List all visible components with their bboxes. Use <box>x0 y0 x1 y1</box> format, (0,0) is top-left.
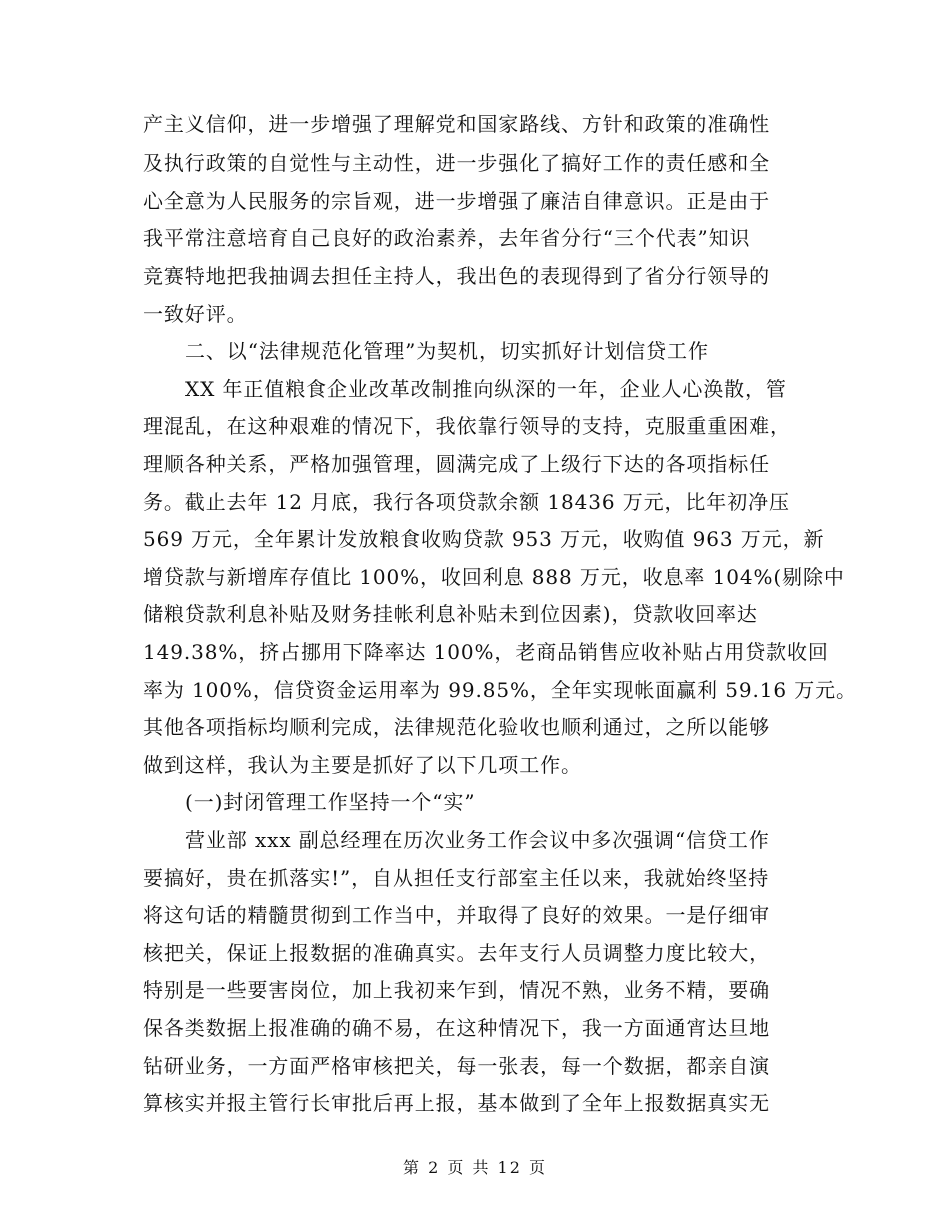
subsection-heading: (一)封闭管理工作坚持一个“实” <box>185 790 476 814</box>
paragraph-line: 钻研业务，一方面严格审核把关，每一张表，每一个数据，都亲自演 <box>143 1054 770 1078</box>
paragraph-line: 其他各项指标均顺利完成，法律规范化验收也顺利通过，之所以能够 <box>143 715 770 739</box>
paragraph-line: 增贷款与新增库存值比 100%，收回利息 888 万元，收息率 104%(剔除中 <box>143 565 845 589</box>
paragraph-line: 将这句话的精髓贯彻到工作当中，并取得了良好的效果。一是仔细审 <box>143 903 770 927</box>
paragraph-line: 竞赛特地把我抽调去担任主持人，我出色的表现得到了省分行领导的 <box>143 264 770 288</box>
paragraph-line: 储粮贷款利息补贴及财务挂帐利息补贴未到位因素)，贷款收回率达 <box>143 602 758 626</box>
paragraph-line: 营业部 xxx 副总经理在历次业务工作会议中多次强调“信贷工作 <box>185 828 770 852</box>
paragraph-line: XX 年正值粮食企业改革改制推向纵深的一年，企业人心涣散，管 <box>185 377 787 401</box>
paragraph-line: 及执行政策的自觉性与主动性，进一步强化了搞好工作的责任感和全 <box>143 151 770 175</box>
paragraph-line: 产主义信仰，进一步增强了理解党和国家路线、方针和政策的准确性 <box>143 112 770 136</box>
paragraph-line: 算核实并报主管行长审批后再上报，基本做到了全年上报数据真实无 <box>143 1091 770 1115</box>
paragraph-line: 做到这样，我认为主要是抓好了以下几项工作。 <box>143 753 582 777</box>
section-heading: 二、以“法律规范化管理”为契机，切实抓好计划信贷工作 <box>185 339 709 363</box>
paragraph-line: 569 万元，全年累计发放粮食收购贷款 953 万元，收购值 963 万元，新 <box>143 527 825 551</box>
paragraph-line: 保各类数据上报准确的确不易，在这种情况下，我一方面通宵达旦地 <box>143 1016 770 1040</box>
paragraph-line: 149.38%，挤占挪用下降率达 100%，老商品销售应收补贴占用贷款收回 <box>143 640 829 664</box>
paragraph-line: 理顺各种关系，严格加强管理，圆满完成了上级行下达的各项指标任 <box>143 452 770 476</box>
paragraph-line: 理混乱，在这种艰难的情况下，我依靠行领导的支持，克服重重困难， <box>143 414 791 438</box>
paragraph-line: 我平常注意培育自己良好的政治素养，去年省分行“三个代表”知识 <box>143 226 751 250</box>
page-number-footer: 第 2 页 共 12 页 <box>403 1158 547 1177</box>
paragraph-line: 特别是一些要害岗位，加上我初来乍到，情况不熟，业务不精，要确 <box>143 978 770 1002</box>
paragraph-line: 率为 100%，信贷资金运用率为 99.85%，全年实现帐面赢利 59.16 万元。 <box>143 678 857 702</box>
paragraph-line: 核把关，保证上报数据的准确真实。去年支行人员调整力度比较大， <box>143 941 770 965</box>
paragraph-line: 心全意为人民服务的宗旨观，进一步增强了廉洁自律意识。正是由于 <box>143 189 770 213</box>
paragraph-line: 要搞好，贵在抓落实!”，自从担任支行部室主任以来，我就始终坚持 <box>143 866 770 890</box>
paragraph-line: 一致好评。 <box>143 302 248 326</box>
paragraph-line: 务。截止去年 12 月底，我行各项贷款余额 18436 万元，比年初净压 <box>143 490 790 514</box>
